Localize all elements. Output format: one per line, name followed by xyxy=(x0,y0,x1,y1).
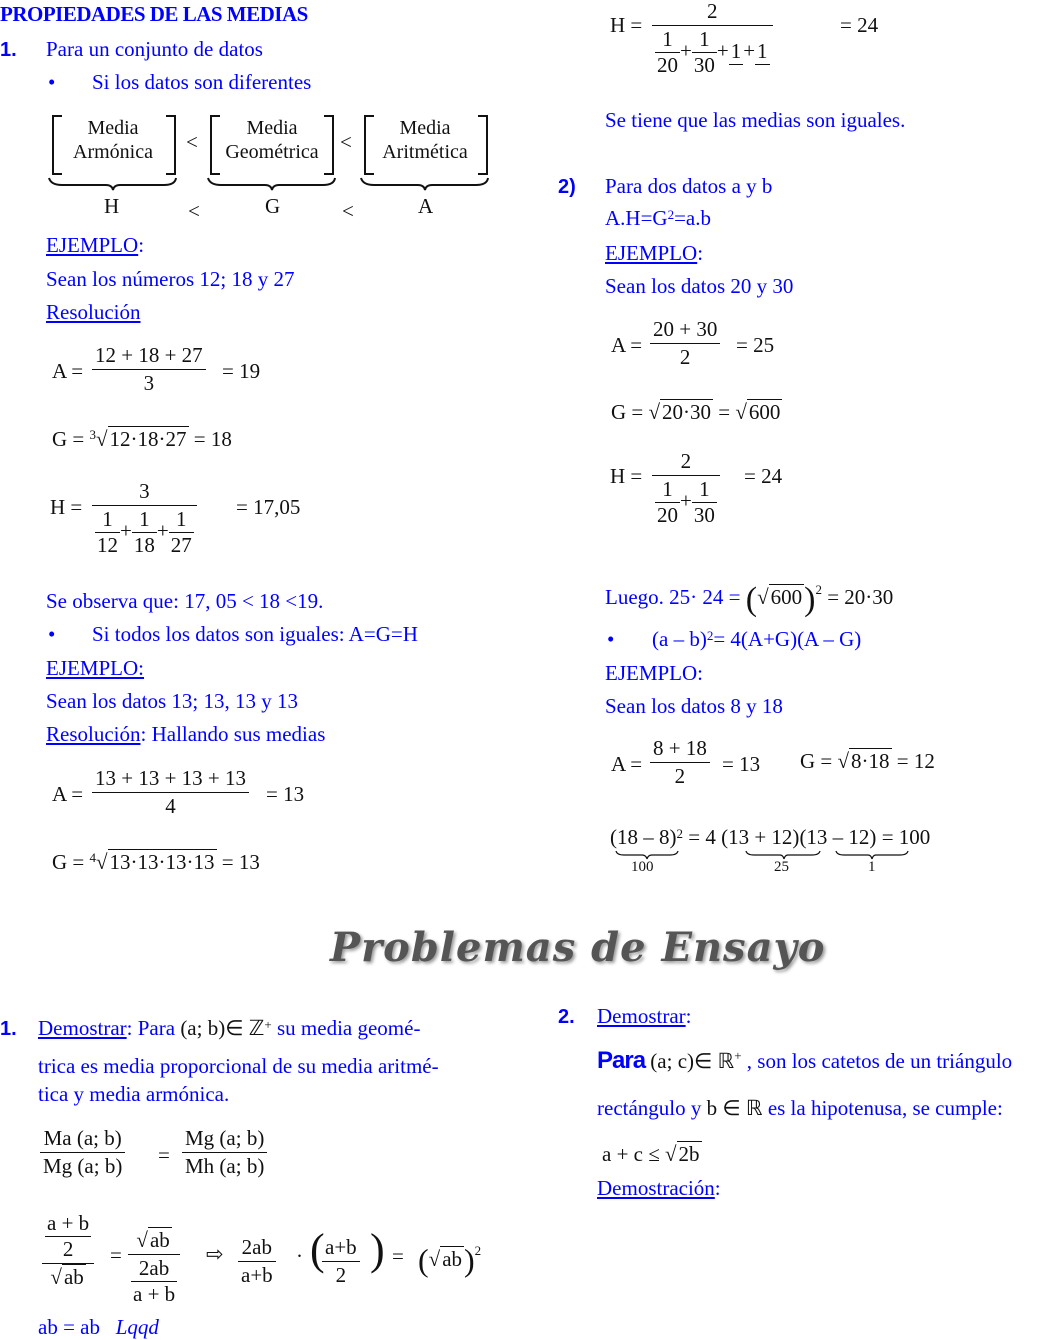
demonstration-heading: Demostración: xyxy=(597,1176,721,1200)
example-heading: EJEMPLO: xyxy=(46,656,145,680)
formula-g: G = √20·30 = √600 xyxy=(611,400,781,424)
formula-g: G = $^4$√13·13·13·13 = 13 xyxy=(52,850,260,874)
item-text: Para un conjunto de datos xyxy=(46,37,263,61)
item-number: 1. xyxy=(0,39,17,61)
formula-lhs: H = xyxy=(50,495,83,519)
essay-title: Problemas de Ensayo xyxy=(330,924,826,971)
implies-arrow-icon: ⇨ xyxy=(206,1242,224,1266)
formula-rhs: = 19 xyxy=(222,359,261,383)
formula-rhs: = 13 xyxy=(722,752,761,776)
fraction-mg-mh: $\frac{Mg (a; b)}{Mh (a; b)}$ xyxy=(182,1127,267,1178)
formula-rhs: = 24 xyxy=(744,464,783,488)
brace-label: 25 xyxy=(774,859,789,875)
check-equation: (18 – 8)$^2$ = 4 (13 + 12)(13 – 12) = 100 xyxy=(610,825,931,849)
bullet: • xyxy=(607,627,615,651)
fraction-apb: $\frac{a+b}{2}$ xyxy=(322,1236,360,1287)
fraction-ma-mg: $\frac{Ma (a; b)}{Mg (a; b)}$ xyxy=(40,1127,125,1178)
formula-rhs: = 25 xyxy=(736,333,775,357)
fraction-h: 2 $\frac{1}{20}$ + $\frac{1}{30}$ xyxy=(652,450,720,527)
brace-label: 100 xyxy=(631,859,654,875)
complex-fraction-left: $\frac{\frac{a + b}{2}}{√ab}$ xyxy=(42,1212,94,1289)
bullet: • xyxy=(48,622,56,646)
formula-lhs: A = xyxy=(52,782,84,806)
resolution-heading: Resolución xyxy=(46,300,141,324)
formula-rhs: = 13 xyxy=(266,782,305,806)
box-arithmetic: Media Aritmética xyxy=(382,117,468,163)
less-than: < xyxy=(186,130,198,154)
example-heading: EJEMPLO: xyxy=(605,661,704,685)
dot: · xyxy=(296,1244,303,1268)
symbol-a: A xyxy=(418,194,434,218)
problem-statement-line: tica y media armónica. xyxy=(38,1082,230,1106)
problem-statement-line: trica es media proporcional de su media aritmé- xyxy=(38,1054,439,1078)
equals: = xyxy=(392,1244,404,1268)
conclusion: Se tiene que las medias son iguales. xyxy=(605,108,906,132)
symbol-g: G xyxy=(265,194,281,218)
fraction-a: $\frac{20 + 30}{2}$ xyxy=(650,318,720,369)
complex-fraction-right: √ab $\frac{2ab}{a + b}$ xyxy=(128,1229,180,1306)
formula-g: G = √8·18 = 12 xyxy=(800,749,935,773)
identity: (a – b)$^2$= 4(A+G)(A – G) xyxy=(652,627,862,651)
box-geometric: Media Geométrica xyxy=(225,117,319,163)
fraction-a: $\frac{12 + 18 + 27}{3}$ xyxy=(92,344,206,395)
luego-relation: Luego. $25\cdot 24 = (√600)^2 = 20\cdot 30$ xyxy=(605,581,894,618)
item-number: 2) xyxy=(558,176,576,198)
subitem-text: Si todos los datos son iguales: A=G=H xyxy=(92,622,418,646)
problem-number: 1. xyxy=(0,1018,17,1040)
subitem-text: Si los datos son diferentes xyxy=(92,70,312,94)
underbraces xyxy=(48,176,494,192)
sqrt-ab-squared: $(√ab)^2$ xyxy=(418,1242,482,1278)
inequality: a + c ≤ √2b xyxy=(602,1142,700,1166)
example-statement: Sean los datos 20 y 30 xyxy=(605,274,794,298)
formula-lhs: A = xyxy=(52,359,84,383)
resolution-heading: Resolución: Hallando sus medias xyxy=(46,722,326,746)
problem-statement-line: Para (a; c)∈ ℝ+ , son los catetos de un triángulo xyxy=(597,1047,1013,1074)
fraction-h: 3 $\frac{1}{12}$ + $\frac{1}{18}$ + $\frac{1}{27}$ xyxy=(92,480,197,557)
formula-lhs: H = xyxy=(610,13,643,37)
section-title: PROPIEDADES DE LAS MEDIAS xyxy=(0,2,308,26)
formula-lhs: H = xyxy=(610,464,643,488)
problem-statement-line: Demostrar: Para (a; b)∈ ℤ+ su media geomé- xyxy=(38,1016,421,1040)
formula-lhs: A = xyxy=(611,752,643,776)
less-than: < xyxy=(342,199,354,223)
less-than: < xyxy=(340,130,352,154)
fraction-a: $\frac{8 + 18}{2}$ xyxy=(650,737,710,788)
bullet: • xyxy=(48,70,56,94)
paren: ( xyxy=(310,1225,325,1274)
example-statement: Sean los números 12; 18 y 27 xyxy=(46,267,295,291)
fraction-h: 2 $\frac{1}{20}$ + $\frac{1}{30}$ + 1 + 1 xyxy=(652,0,773,77)
paren: ) xyxy=(370,1225,385,1274)
formula-rhs: = 17,05 xyxy=(236,495,301,519)
example-heading: EJEMPLO: xyxy=(46,233,145,257)
example-heading: EJEMPLO: xyxy=(605,241,704,265)
observation: Se observa que: 17, 05 < 18 <19. xyxy=(46,589,324,613)
brace-label: 1 xyxy=(868,859,876,875)
equals: = xyxy=(158,1143,170,1167)
example-statement: Sean los datos 13; 13, 13 y 13 xyxy=(46,689,298,713)
underbraces xyxy=(612,850,912,860)
example-statement: Sean los datos 8 y 18 xyxy=(605,694,783,718)
problem-heading: Demostrar: xyxy=(597,1004,692,1028)
fraction-2ab: $\frac{2ab}{a+b}$ xyxy=(238,1236,276,1287)
equals: = xyxy=(110,1243,122,1267)
result: ab = ab Lqqd xyxy=(38,1315,159,1339)
problem-statement-line: rectángulo y b ∈ ℝ es la hipotenusa, se cumple: xyxy=(597,1096,1003,1120)
relation: $A.H=G^2=a.b$ xyxy=(605,206,712,230)
item-text: Para dos datos a y b xyxy=(605,174,773,198)
symbol-h: H xyxy=(104,194,120,218)
problem-number: 2. xyxy=(558,1006,575,1028)
box-harmonic: Media Armónica xyxy=(73,117,153,163)
formula-g: G = $^3$√12·18·27 = 18 xyxy=(52,427,232,451)
less-than: < xyxy=(188,199,200,223)
fraction-a: $\frac{13 + 13 + 13 + 13}{4}$ xyxy=(92,767,249,818)
formula-rhs: = 24 xyxy=(840,13,879,37)
formula-lhs: A = xyxy=(611,333,643,357)
